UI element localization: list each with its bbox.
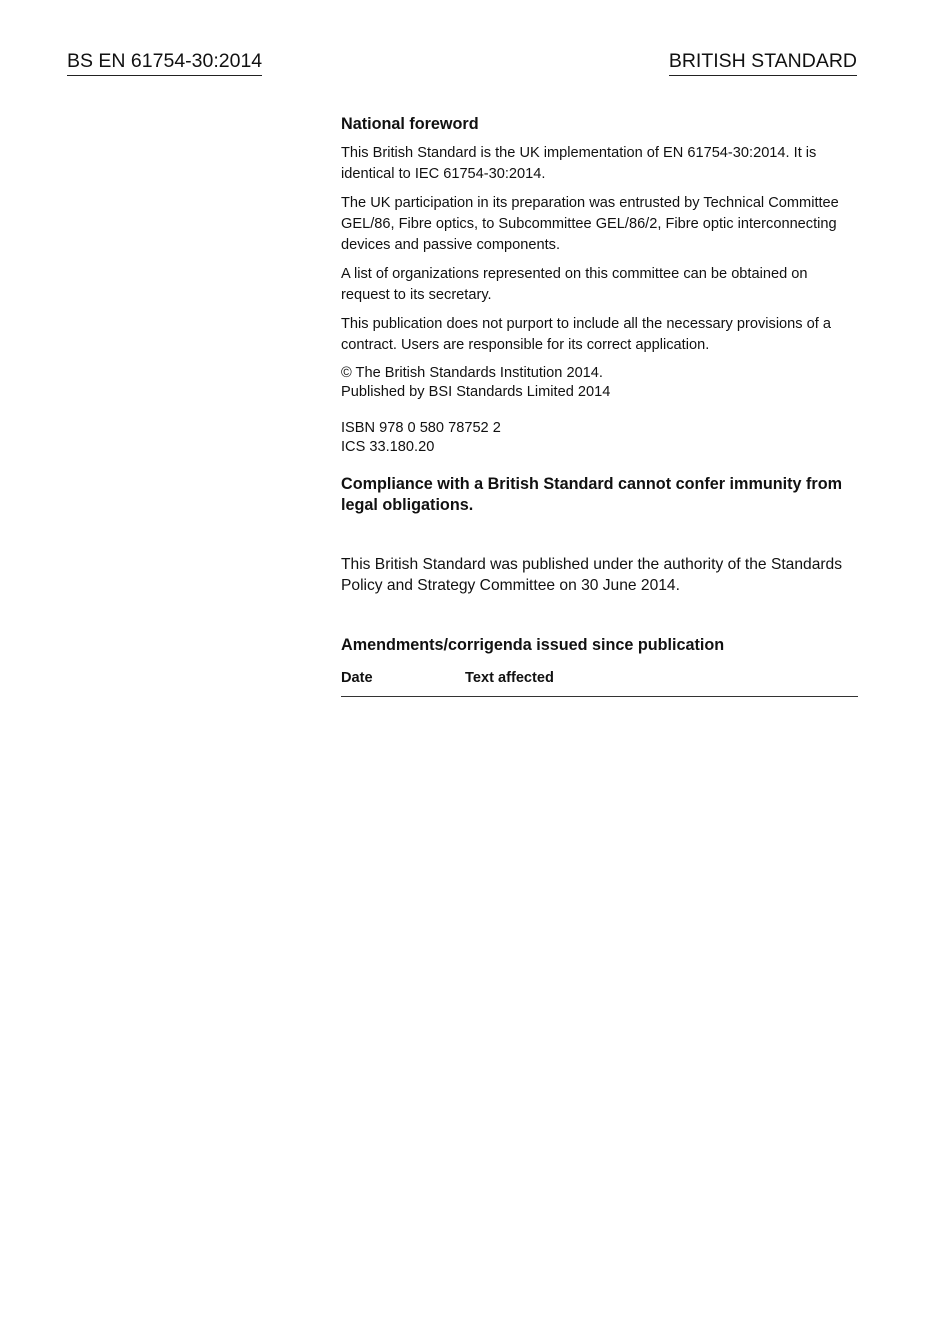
document-code: BS EN 61754-30:2014 — [67, 49, 262, 76]
publication-statement: This British Standard was published under the authority of the Standards Policy and Strategy Committee on 30 June 2014. — [341, 556, 843, 594]
published-line: Published by BSI Standards Limited 2014 — [341, 384, 611, 400]
copyright-block — [341, 364, 858, 402]
foreword-paragraph-1: This British Standard is the UK implementation of EN 61754-30:2014. It is identical to IEC 61754-30:2014. — [341, 145, 817, 182]
foreword-section — [341, 113, 858, 697]
identifiers-block — [341, 419, 858, 457]
foreword-title: National foreword — [341, 115, 479, 133]
amendments-title: Amendments/corrigenda issued since publication — [341, 636, 725, 654]
compliance-statement: Compliance with a British Standard cannot confer immunity from legal obligations. — [341, 475, 842, 514]
column-header-text-affected: Text affected — [465, 670, 554, 686]
foreword-paragraph-4: This publication does not purport to include all the necessary provisions of a contract. Users are responsible for its correct application. — [341, 316, 831, 353]
ics: ICS 33.180.20 — [341, 439, 435, 455]
isbn: ISBN 978 0 580 78752 2 — [341, 420, 501, 436]
copyright-line: © The British Standards Institution 2014. — [341, 365, 603, 381]
standard-type: BRITISH STANDARD — [669, 49, 857, 76]
foreword-paragraph-3: A list of organizations represented on this committee can be obtained on request to its secretary. — [341, 266, 808, 303]
amendments-table-header — [341, 668, 858, 697]
column-header-date: Date — [341, 670, 373, 686]
foreword-paragraph-2: The UK participation in its preparation was entrusted by Technical Committee GEL/86, Fibre optics, to Subcommittee GEL/86/2, Fibre optic interconnecting devices and passive components. — [341, 195, 839, 253]
